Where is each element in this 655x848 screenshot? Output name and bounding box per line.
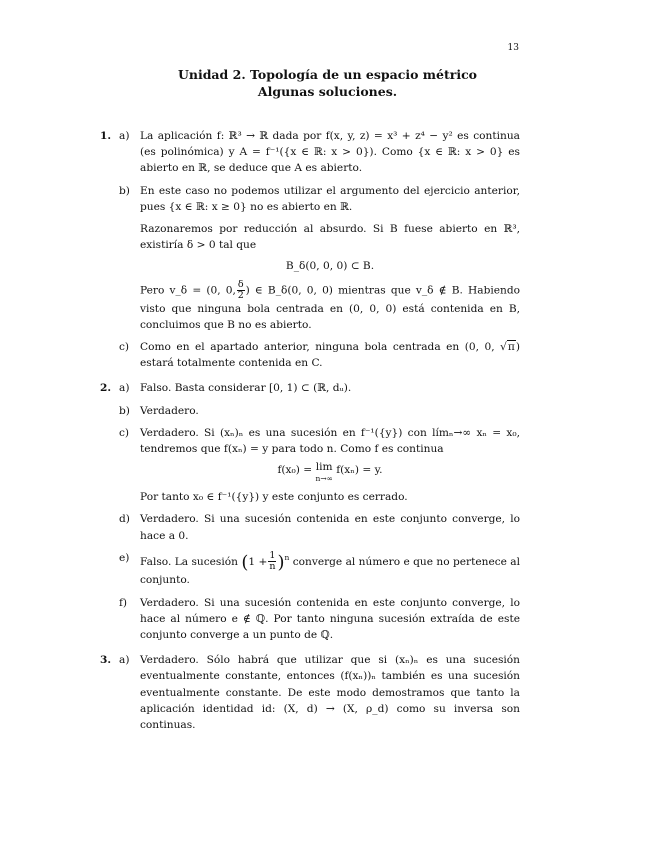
limit-subscript: n→∞ (315, 474, 333, 484)
item-text: Verdadero. Si una sucesión contenida en este conjunto converge, lo hace al número e ∉ ℚ. Por tanto ninguna sucesión extraída de este conjunto converge a un punto de ℚ. (140, 596, 520, 641)
text-span: ) ∈ B_δ(0, 0, 0) mientras que v_δ ∉ B. Habiendo visto que ninguna bola centrada en (0, 0, 0) está contenida en B, concluimos que B no es abierto. (140, 284, 521, 331)
item-label: f) (119, 596, 128, 609)
problem-number: 3. (100, 654, 112, 667)
item-text: Verdadero. Si una sucesión contenida en este conjunto converge, lo hace a 0. (140, 513, 520, 542)
item-2b (119, 403, 520, 419)
problem-number: 1. (100, 130, 112, 142)
item-label: a) (119, 130, 130, 142)
formula-right: f(xₙ) = y. (336, 464, 383, 477)
item-paragraph: Razonaremos por reducción al absurdo. Si B fuese abierto en ℝ³, existiría δ > 0 tal que (140, 223, 520, 252)
item-2c (119, 425, 520, 506)
item-paragraph (140, 280, 520, 333)
item-text: Verdadero. Sólo habrá que utilizar que si (xₙ)ₙ es una sucesión eventualmente constante, entonces (f(xₙ))ₙ también es una sucesión eventualmente constante. De este modo demostramos que tanto la aplicación identidad id: (X, d) → (X, ρ_d) como su inversa son continuas. (140, 654, 520, 731)
item-label: e) (119, 551, 130, 564)
fraction-numerator: δ (237, 278, 244, 290)
item-3a (119, 652, 520, 733)
item-label: a) (119, 382, 130, 395)
paren-open: ( (241, 551, 249, 573)
problem-2 (100, 380, 520, 643)
problem-3 (100, 652, 520, 733)
display-formula (140, 462, 520, 484)
fraction-denominator: 2 (237, 289, 244, 301)
item-text: Falso. Basta considerar [0, 1) ⊂ (ℝ, dᵤ). (140, 382, 352, 395)
limit-word: lim (315, 461, 333, 474)
one-plus: 1 + (248, 555, 268, 568)
item-text: Verdadero. (140, 404, 199, 417)
item-1c (119, 339, 520, 371)
text-span: Pero v_δ = (0, 0, (140, 284, 236, 297)
item-label: d) (119, 513, 130, 526)
item-text: Verdadero. Si (xₙ)ₙ es una sucesión en f⁻¹({y}) con límₙ→∞ xₙ = x₀, tendremos que f(xₙ) = y para todo n. Como f es continua (140, 426, 520, 456)
fraction (268, 551, 276, 572)
limit-operator (315, 462, 332, 484)
item-2d (119, 511, 520, 543)
title-line-1: Unidad 2. Topología de un espacio métrico (177, 67, 478, 82)
formula-left: f(x₀) = (277, 464, 313, 477)
text-span: Como en el apartado anterior, ninguna bola centrada en (0, 0, √ (140, 341, 507, 354)
item-2e (119, 550, 521, 589)
display-formula: B_δ(0, 0, 0) ⊂ B. (285, 260, 375, 273)
text-span: ) estará totalmente contenida en C. (140, 341, 520, 370)
item-1a (119, 128, 520, 177)
sqrt-argument: π (507, 341, 515, 354)
item-2f (119, 595, 520, 644)
item-text (140, 550, 520, 589)
item-text (140, 339, 520, 371)
fraction (237, 280, 245, 301)
item-paragraph: Por tanto x₀ ∈ f⁻¹({y}) y este conjunto es cerrado. (140, 491, 408, 504)
item-label: b) (119, 184, 130, 197)
item-text: La aplicación f: ℝ³ → ℝ dada por f(x, y, z) = x³ + z⁴ − y² es continua (es polinómica) y A = f⁻¹({x ∈ ℝ: x > 0}). Como {x ∈ ℝ: x > 0} es abierto en ℝ, se deduce que A es abierto. (140, 130, 520, 175)
fraction-numerator: 1 (269, 550, 276, 562)
text-span: converge al número e que no pertenece al conjunto. (140, 555, 521, 587)
problem-1 (100, 128, 520, 371)
title-line-2: Algunas soluciones. (257, 84, 398, 99)
item-1b (119, 183, 521, 333)
text-span: Falso. La sucesión (140, 555, 238, 568)
problem-number: 2. (100, 382, 112, 395)
paren-close: ) (277, 551, 285, 573)
solutions-body (100, 128, 520, 742)
exponent: n (284, 552, 290, 562)
page-number: 13 (507, 43, 519, 53)
item-text: En este caso no podemos utilizar el argumento del ejercicio anterior, pues {x ∈ ℝ: x ≥ 0} no es abierto en ℝ. (140, 184, 520, 213)
fraction-denominator: n (269, 561, 276, 573)
item-label: c) (119, 426, 130, 439)
page-title (0, 66, 655, 100)
item-2a (119, 380, 520, 396)
item-label: b) (119, 404, 130, 417)
item-label: a) (119, 654, 130, 667)
item-label: c) (119, 341, 130, 354)
